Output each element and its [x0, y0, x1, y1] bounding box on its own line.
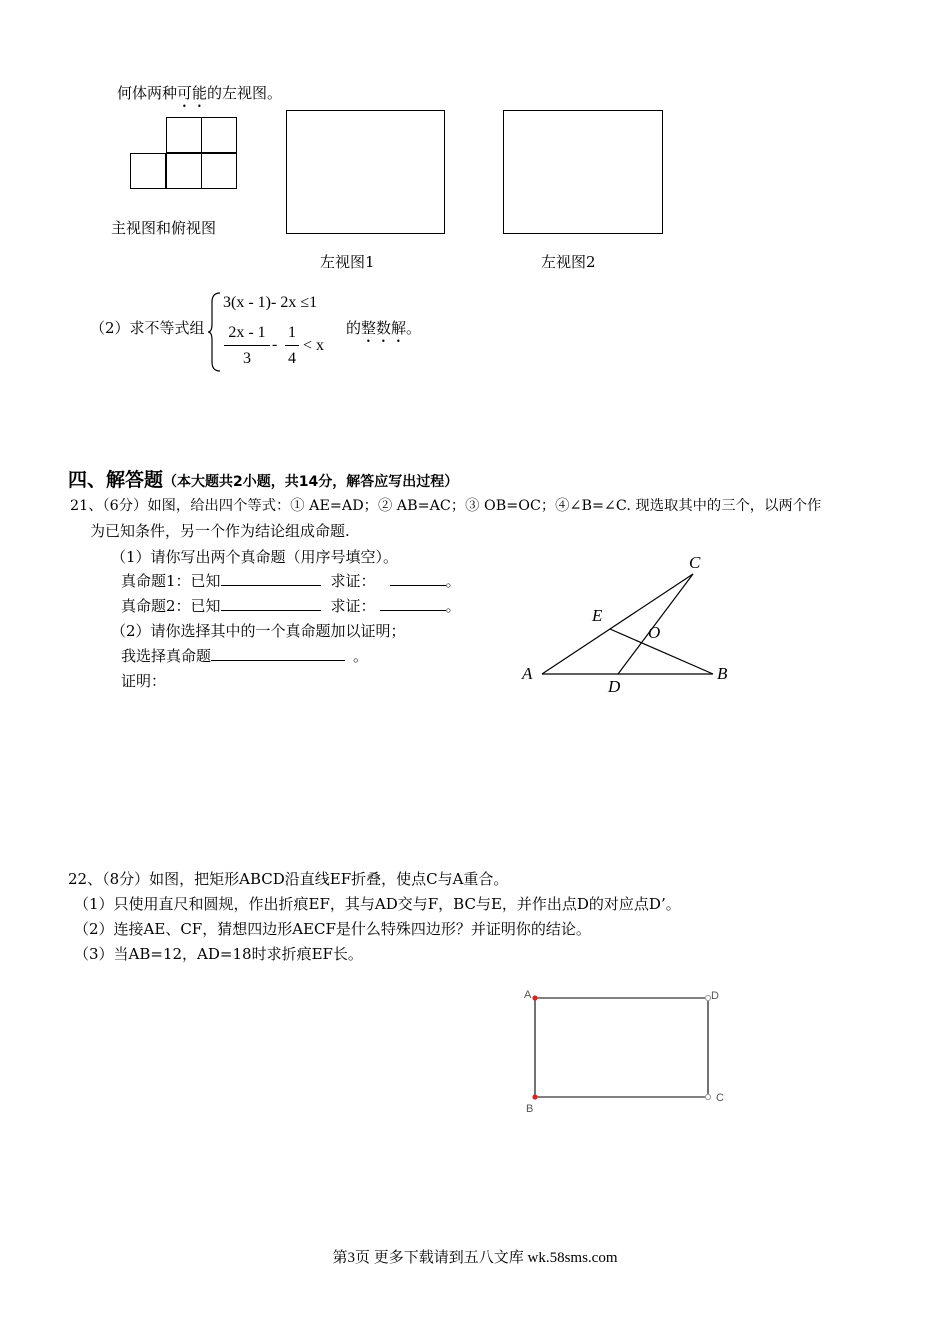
q22-rectangle-figure: [520, 985, 740, 1115]
q21-true-proposition-1: [121, 570, 461, 591]
ineq2-denominator-1: 3: [243, 350, 251, 367]
rect-label-A: A: [524, 989, 532, 1001]
segment-AC: [542, 574, 693, 674]
inequality-1: 3(x - 1)- 2x ≤1: [223, 294, 318, 311]
q21-choose: [121, 645, 368, 666]
left-view-1-box: [286, 110, 445, 234]
left-view-1-label: 左视图1: [320, 253, 375, 271]
t2-prove-blank[interactable]: [380, 596, 446, 611]
t2-prefix: 真命题2：已知: [121, 597, 221, 615]
point-A: [532, 995, 537, 1000]
q22-part1: （1）只使用直尺和圆规，作出折痕EF，其与AD交与F，BC与E，并作出点D的对应点D’。: [74, 895, 681, 913]
t2-known-blank[interactable]: [221, 596, 321, 611]
point-C: [705, 1094, 710, 1099]
ineq2-fraction-bar-1: [224, 345, 270, 346]
label-E: E: [592, 606, 603, 625]
q20-suffix-emphasis: 整数解: [361, 319, 407, 337]
page-footer: 第3页 更多下载请到五八文库 wk.58sms.com: [332, 1250, 618, 1266]
left-view-2-label: 左视图2: [541, 253, 596, 271]
ineq2-numerator-1: 2x - 1: [228, 324, 266, 341]
grid-cell: [130, 153, 166, 189]
label-A: A: [522, 664, 533, 683]
q21-proof-label: 证明：: [121, 672, 167, 690]
q20-intro-suffix: 的左视图。: [207, 84, 283, 102]
q21-line2: 为已知条件，另一个作为结论组成命题.: [90, 522, 350, 540]
grid-cell: [166, 117, 202, 153]
q20-intro-prefix: 何体两种: [117, 84, 178, 102]
q21-line1: 21、（6分）如图，给出四个等式：① AE=AD；② AB=AC；③ OB=OC；④∠B=∠C. 现选取其中的三个，以两个作: [70, 498, 822, 514]
q20-intro: [117, 82, 282, 111]
ineq2-denominator-2: 4: [288, 350, 296, 367]
ineq2-minus: -: [272, 336, 278, 353]
rect-label-B: B: [526, 1103, 534, 1115]
inequality-brace: [208, 292, 222, 372]
t1-prove-label: 求证：: [330, 572, 376, 590]
ineq2-fraction-bar-2: [285, 345, 299, 346]
rect-label-C: C: [716, 1092, 724, 1104]
t1-prefix: 真命题1：已知: [121, 572, 221, 590]
q22-part2: （2）连接AE、CF，猜想四边形AECF是什么特殊四边形？并证明你的结论。: [74, 920, 591, 938]
q21-triangle-figure: [510, 545, 750, 705]
t1-end: 。: [445, 572, 461, 590]
label-C: C: [689, 553, 701, 572]
t2-end: 。: [445, 597, 461, 615]
q20-suffix-end: 。: [406, 319, 422, 337]
t2-prove-label: 求证：: [330, 597, 376, 615]
choose-prefix: 我选择真命题: [121, 647, 212, 665]
section-4-heading: [68, 465, 458, 492]
grid-cell: [201, 153, 237, 189]
grid-cell: [201, 117, 237, 153]
label-O: O: [648, 623, 661, 642]
ineq2-numerator-2: 1: [288, 324, 296, 341]
q20-suffix-pre: 的: [346, 319, 362, 337]
label-B: B: [717, 664, 728, 683]
t1-prove-blank[interactable]: [390, 571, 446, 586]
q20-part2-prefix: （2）求不等式组: [90, 319, 205, 337]
q22-line1: 22、（8分）如图，把矩形ABCD沿直线EF折叠，使点C与A重合。: [68, 870, 509, 888]
label-D: D: [608, 677, 621, 696]
front-top-view-label: 主视图和俯视图: [111, 219, 217, 237]
choose-end: 。: [353, 647, 369, 665]
section-4-title: 四、解答题: [68, 469, 164, 491]
ineq2-rhs: < x: [303, 337, 325, 354]
q21-part1: （1）请你写出两个真命题（用序号填空）。: [111, 548, 399, 566]
q21-true-proposition-2: [121, 595, 461, 616]
choose-blank[interactable]: [211, 646, 345, 661]
point-B: [532, 1094, 537, 1099]
section-4-subtitle: （本大题共2小题，共14分，解答应写出过程）: [163, 474, 459, 490]
grid-cell: [166, 153, 202, 189]
q21-part2: （2）请你选择其中的一个真命题加以证明；: [111, 622, 406, 640]
q22-part3: （3）当AB=12，AD=18时求折痕EF长。: [74, 945, 363, 963]
t1-known-blank[interactable]: [221, 571, 321, 586]
q20-intro-emphasis: 可能: [177, 84, 208, 102]
point-D: [705, 995, 710, 1000]
left-view-2-box: [503, 110, 663, 234]
q20-part2-suffix: [346, 317, 421, 346]
rect-label-D: D: [711, 990, 719, 1002]
segment-EB: [610, 629, 713, 674]
